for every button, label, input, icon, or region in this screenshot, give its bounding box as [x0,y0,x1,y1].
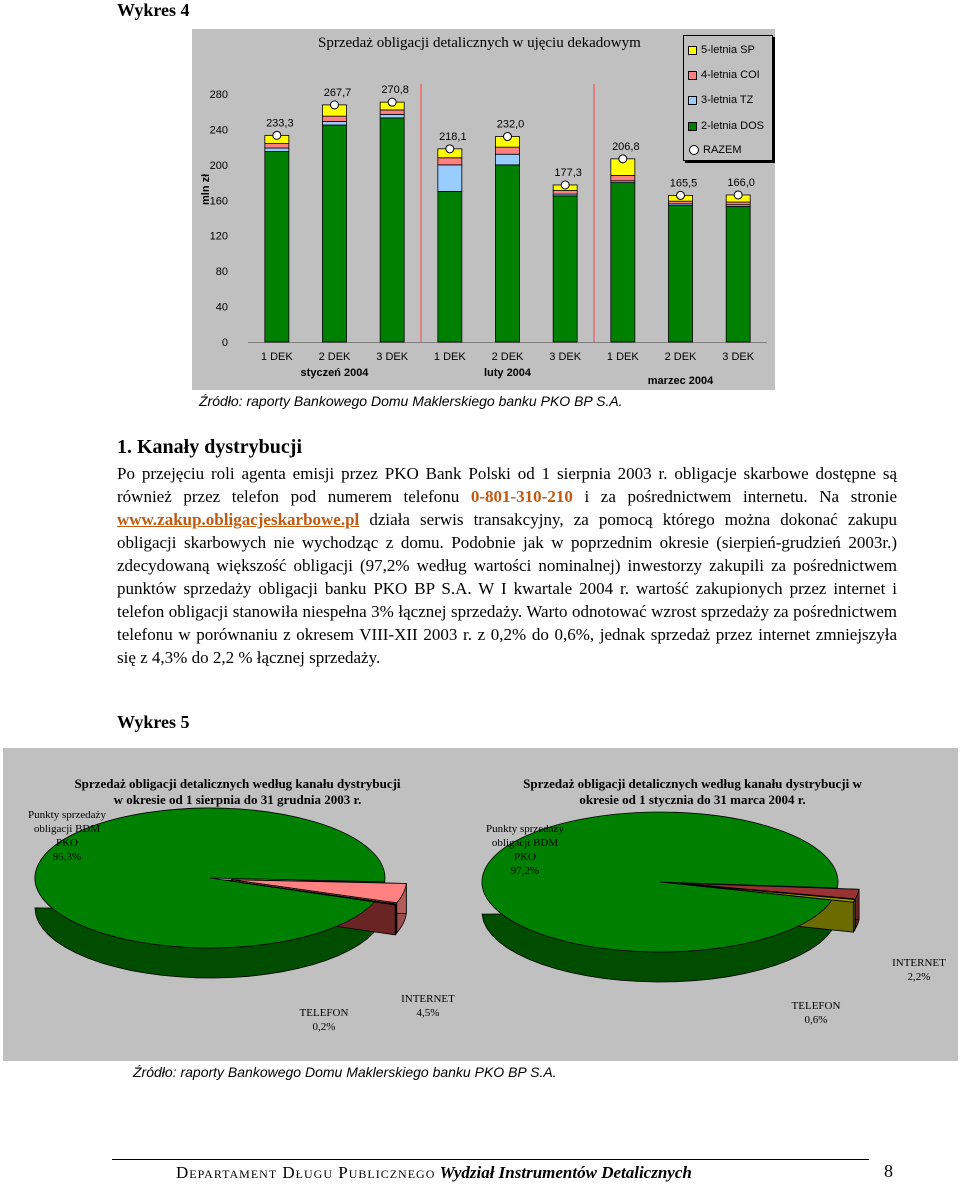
pie1-label-internet: INTERNET 4,5% [401,993,455,1019]
wykres5-heading: Wykres 5 [117,712,190,732]
total-label: 233,3 [266,117,294,130]
legend-item-dos [688,119,764,133]
footer-department: Departament Długu Publicznego [176,1163,436,1182]
y-tick-label: 200 [209,159,228,172]
bar-segment [496,165,520,342]
x-group-label: luty 2004 [483,367,532,379]
x-group-label: styczeń 2004 [300,367,369,379]
total-marker [734,191,742,199]
legend-item-tz [688,93,753,107]
section-paragraph [117,462,897,669]
pie1-label-telefon: TELEFON 0,2% [299,1007,349,1033]
total-marker [273,131,281,139]
legend-label-dos: 2-letnia DOS [701,120,764,132]
pie2-value-punkty: 97,2% [510,865,540,877]
y-tick-label: 160 [209,195,228,208]
total-label: 232,0 [496,118,525,131]
page-number: 8 [884,1161,893,1181]
pie1-value-telefon: 0,2% [312,1021,336,1033]
pie1-label-punkty: Punkty sprzedaży obligacji BDM PKO 95,3% [28,809,106,863]
bar-segment [553,191,577,195]
legend-marker-razem [689,145,699,155]
total-label: 270,8 [381,84,409,97]
section-heading: 1. Kanały dystrybucji [117,436,303,458]
bar-segment [323,125,347,342]
chart1-ylabel: mln zł [200,173,212,205]
pie2-value-internet: 2,2% [907,971,931,983]
y-tick-label: 40 [215,301,228,314]
legend-label-sp: 5-letnia SP [701,44,755,56]
x-category-label: 1 DEK [260,351,293,363]
x-category-label: 2 DEK [318,351,351,363]
x-category-label: 3 DEK [376,351,409,363]
legend-label-razem: RAZEM [703,144,742,156]
pie1-value-punkty: 95,3% [52,851,82,863]
total-marker [331,101,339,109]
bar-segment [380,114,404,118]
footer-text [176,1163,692,1183]
bar-segment [496,147,520,154]
y-tick-label: 280 [209,89,228,101]
pie2-label-telefon: TELEFON 0,6% [791,1000,841,1026]
bar-segment [438,158,462,165]
pie2-label-punkty: Punkty sprzedaży obligacji BDM PKO 97,2% [486,823,564,877]
total-marker [388,98,396,106]
total-label: 166,0 [727,176,755,189]
legend-swatch-sp [688,46,697,55]
bar-segment [438,165,462,192]
total-label: 218,1 [439,130,467,143]
para-part1: Po przejęciu roli agenta emisji przez PKO Bank Polski od 1 sierpnia 2003 r. obligacje skarbowe dostępne są również przez telefon pod numerem telefonu [117,464,897,506]
bar-segment [553,196,577,342]
chart1-legend [683,35,773,161]
bar-segment [265,144,289,148]
bar-segment [669,206,693,342]
para-part3: działa serwis transakcyjny, za pomocą którego można dokonać zakupu obligacji skarbowych nie wychodząc z domu. Podobnie jak w poprzednim okresie (sierpień-grudzień 2003r.) zdecydowaną większość obligacji (97,2% według wartości nominalnej) inwestorzy zakupili za pośrednictwem punktów sprzedaży obligacji banku PKO BP S.A. W I kwartale 2004 r. wartość zakupionych przez internet i telefon obligacji stanowiła niespełna 3% łącznej sprzedaży. Warto odnotować wzrost sprzedaży za pośrednictwem telefonu w porównaniu z okresem VIII-XII 2003 r. z 0,2% do 0,6%, jednak sprzedaż przez internet zmniejszyła się z 4,3% do 2,2 % łącznej sprzedaży. [117,510,897,667]
wykres5-source: Źródło: raporty Bankowego Domu Maklerskiego banku PKO BP S.A. [133,1064,557,1080]
bar-segment [323,116,347,121]
bar-segment [265,148,289,152]
legend-swatch-tz [688,96,697,105]
chart1-title: Sprzedaż obligacji detalicznych w ujęciu dekadowym [318,35,641,51]
legend-item-sp [688,43,755,57]
pie1-value-internet: 4,5% [416,1007,440,1019]
x-category-label: 2 DEK [664,351,697,363]
total-marker [561,181,569,189]
legend-item-coi [688,68,760,82]
x-group-label: marzec 2004 [647,375,714,387]
bar-segment [323,121,347,125]
pie2-value-telefon: 0,6% [804,1014,828,1026]
footer-unit: Wydział Instrumentów Detalicznych [439,1163,692,1182]
website-link[interactable]: www.zakup.obligacjeskarbowe.pl [117,510,360,529]
total-marker [504,133,512,141]
legend-swatch-dos [688,122,697,131]
bar-segment [380,110,404,114]
x-category-label: 3 DEK [549,351,582,363]
bar-segment [380,118,404,342]
legend-label-coi: 4-letnia COI [701,69,760,81]
total-marker [619,155,627,163]
bar-segment [726,206,750,342]
footer-rule [112,1159,869,1160]
bar-segment [265,152,289,342]
pie2-label-internet: INTERNET 2,2% [892,957,946,983]
para-part2: i za pośrednictwem internetu. Na stronie [572,487,897,506]
total-label: 177,3 [554,166,582,179]
legend-swatch-coi [688,71,697,80]
wykres4-source: Źródło: raporty Bankowego Domu Maklerskiego banku PKO BP S.A. [199,393,623,409]
bar-segment [496,154,520,165]
total-marker [677,191,685,199]
total-label: 206,8 [612,140,640,153]
y-tick-label: 0 [221,337,228,349]
total-marker [446,145,454,153]
x-category-label: 1 DEK [433,351,466,363]
x-category-label: 2 DEK [491,351,524,363]
x-category-label: 3 DEK [722,351,755,363]
pie1-title: Sprzedaż obligacji detalicznych według kanału dystrybucji w okresie od 1 sierpnia do 31 grudnia 2003 r. [74,776,401,807]
legend-label-tz: 3-letnia TZ [701,94,754,106]
y-tick-label: 120 [209,230,228,243]
bar-segment [611,183,635,342]
pie2-title: Sprzedaż obligacji detalicznych według kanału dystrybucji w okresie od 1 stycznia do 31 marca 2004 r. [523,776,862,807]
bar-segment [438,191,462,342]
total-label: 165,5 [669,177,698,190]
wykres4-heading: Wykres 4 [117,0,190,20]
legend-item-razem [688,143,742,157]
bar-segment [611,175,635,180]
phone-number: 0-801-310-210 [470,487,573,506]
y-tick-label: 240 [209,124,228,137]
x-category-label: 1 DEK [606,351,639,363]
y-tick-label: 80 [215,266,228,279]
total-label: 267,7 [323,86,352,99]
